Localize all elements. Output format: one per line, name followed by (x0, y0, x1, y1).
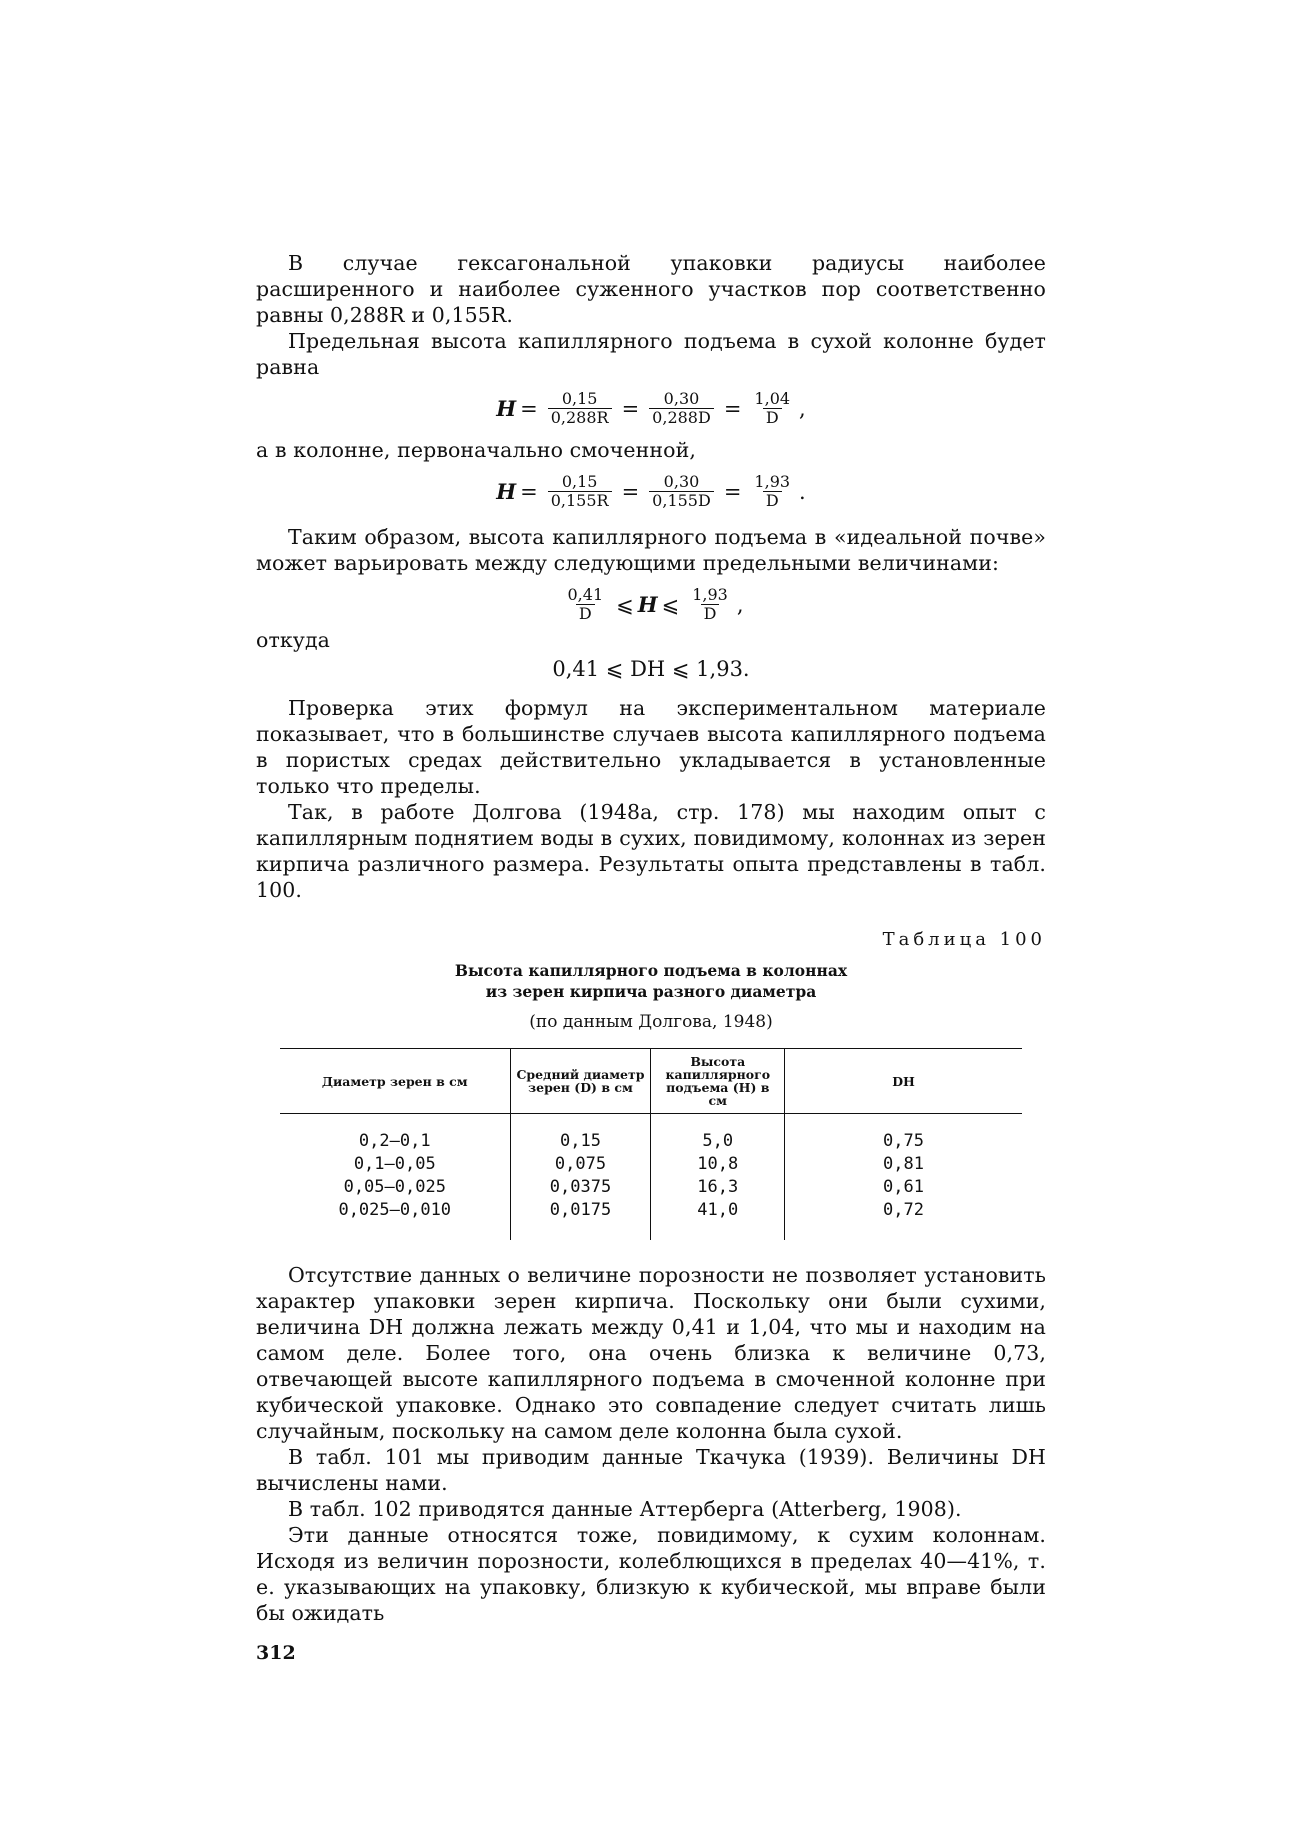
table-cell: 5,0 (651, 1114, 785, 1154)
table-header: DH (785, 1049, 1022, 1114)
formula-lhs: H (496, 479, 517, 504)
document-page (256, 250, 1046, 1664)
table-row (280, 1176, 1022, 1199)
table-cell: 0,15 (510, 1114, 651, 1154)
table-cell: 0,075 (510, 1153, 651, 1176)
formula-lhs: H (496, 396, 517, 421)
paragraph: а в колонне, первоначально смоченной, (256, 438, 696, 462)
table-cell: 0,81 (785, 1153, 1022, 1176)
formula-range: $\frac{0,41}{D}$ ⩽ H ⩽ $\frac{1,93}{D}$ , (256, 586, 1046, 623)
table-cell: 16,3 (651, 1176, 785, 1199)
paragraph: Отсутствие данных о величине порозности не позволяет установить характер упаковки зерен кирпича. Поскольку они были сухими, величина DH должна лежать между 0,41 и 1,04, что мы и находим на самом деле. Более того, она очень близка к величине 0,73, отвечающей высоте капиллярного подъема в смоченной колонне при кубической упаковке. Однако это совпадение следует считать лишь случайным, поскольку на самом деле колонна была сухой. (256, 1263, 1046, 1443)
fraction: $\frac{0,41}{D}$ (567, 585, 604, 623)
table-cell: 0,2—0,1 (358, 1131, 431, 1151)
table-cell: 0,61 (785, 1176, 1022, 1199)
table-row (280, 1199, 1022, 1240)
fraction: $\frac{0,15}{0,155R}$ (548, 473, 612, 510)
table-cell: 0,75 (785, 1114, 1022, 1154)
fraction: $\frac{0,30}{0,288D}$ (649, 390, 714, 427)
fraction: $\frac{0,15}{0,288R}$ (548, 390, 612, 427)
table-header: Высота капиллярного подъема (H) в см (651, 1049, 785, 1114)
table-cell: 0,1—0,05 (353, 1154, 436, 1174)
table-row (280, 1153, 1022, 1176)
fraction: $\frac{0,30}{0,155D}$ (649, 473, 714, 510)
paragraph: В случае гексагональной упаковки радиусы наиболее расширенного и наиболее суженного участков пор соответственно равны 0,288R и 0,155R. (256, 251, 1046, 327)
table-header: Средний диаметр зерен (D) в см (510, 1049, 651, 1114)
paragraph: Так, в работе Долгова (1948а, стр. 178) мы находим опыт с капиллярным поднятием воды в сухих, повидимому, колоннах из зерен кирпича различного размера. Результаты опыта представлены в табл. 100. (256, 800, 1046, 902)
formula-wet-column: H = $\frac{0,15}{0,155R}$ = $\frac{0,30}{0,155D}$ = $\frac{1,93}{D}$ . (496, 472, 806, 510)
paragraph: Предельная высота капиллярного подъема в сухой колонне будет равна (256, 329, 1046, 379)
table-header: Диаметр зерен в см (280, 1049, 510, 1114)
table-row (280, 1114, 1022, 1154)
data-table (280, 1048, 1022, 1240)
paragraph: Проверка этих формул на экспериментальном материале показывает, что в большинстве случаев высота капиллярного подъема в пористых средах действительно укладывается в установленные только что пределы. (256, 696, 1046, 798)
paragraph: В табл. 101 мы приводим данные Ткачука (1939). Величины DH вычислены нами. (256, 1445, 1046, 1495)
table-cell: 41,0 (651, 1199, 785, 1240)
table-cell: 0,05—0,025 (343, 1177, 446, 1197)
paragraph: Таким образом, высота капиллярного подъема в «идеальной почве» может варьировать между следующими предельными величинами: (256, 525, 1046, 575)
fraction: $\frac{1,93}{D}$ (754, 472, 791, 510)
page-number: 312 (256, 1642, 296, 1664)
table-title: из зерен кирпича разного диаметра (485, 982, 817, 1001)
table-cell: 0,0175 (510, 1199, 651, 1240)
formula-dh-range: 0,41 ⩽ DH ⩽ 1,93. (552, 657, 750, 681)
fraction: $\frac{1,93}{D}$ (692, 585, 728, 623)
fraction: $\frac{1,04}{D}$ (754, 389, 791, 427)
paragraph: В табл. 102 приводятся данные Аттерберга (Atterberg, 1908). (288, 1497, 962, 1521)
paragraph: Эти данные относятся тоже, повидимому, к сухим колоннам. Исходя из величин порозности, колеблющихся в пределах 40—41%, т. е. указывающих на упаковку, близкую к кубической, мы вправе были бы ожидать (256, 1523, 1046, 1625)
formula-dry-column: H = $\frac{0,15}{0,288R}$ = $\frac{0,30}{0,288D}$ = $\frac{1,04}{D}$ , (496, 389, 806, 427)
table-source: (по данным Долгова, 1948) (529, 1012, 773, 1032)
table-cell: 10,8 (651, 1153, 785, 1176)
table-cell: 0,0375 (510, 1176, 651, 1199)
table-cell: 0,72 (785, 1199, 1022, 1240)
table-cell: 0,025—0,010 (338, 1200, 452, 1220)
word-otkuda: откуда (256, 628, 331, 652)
table-title: Высота капиллярного подъема в колоннах (454, 961, 848, 980)
table-label: Таблица 100 (882, 929, 1046, 950)
